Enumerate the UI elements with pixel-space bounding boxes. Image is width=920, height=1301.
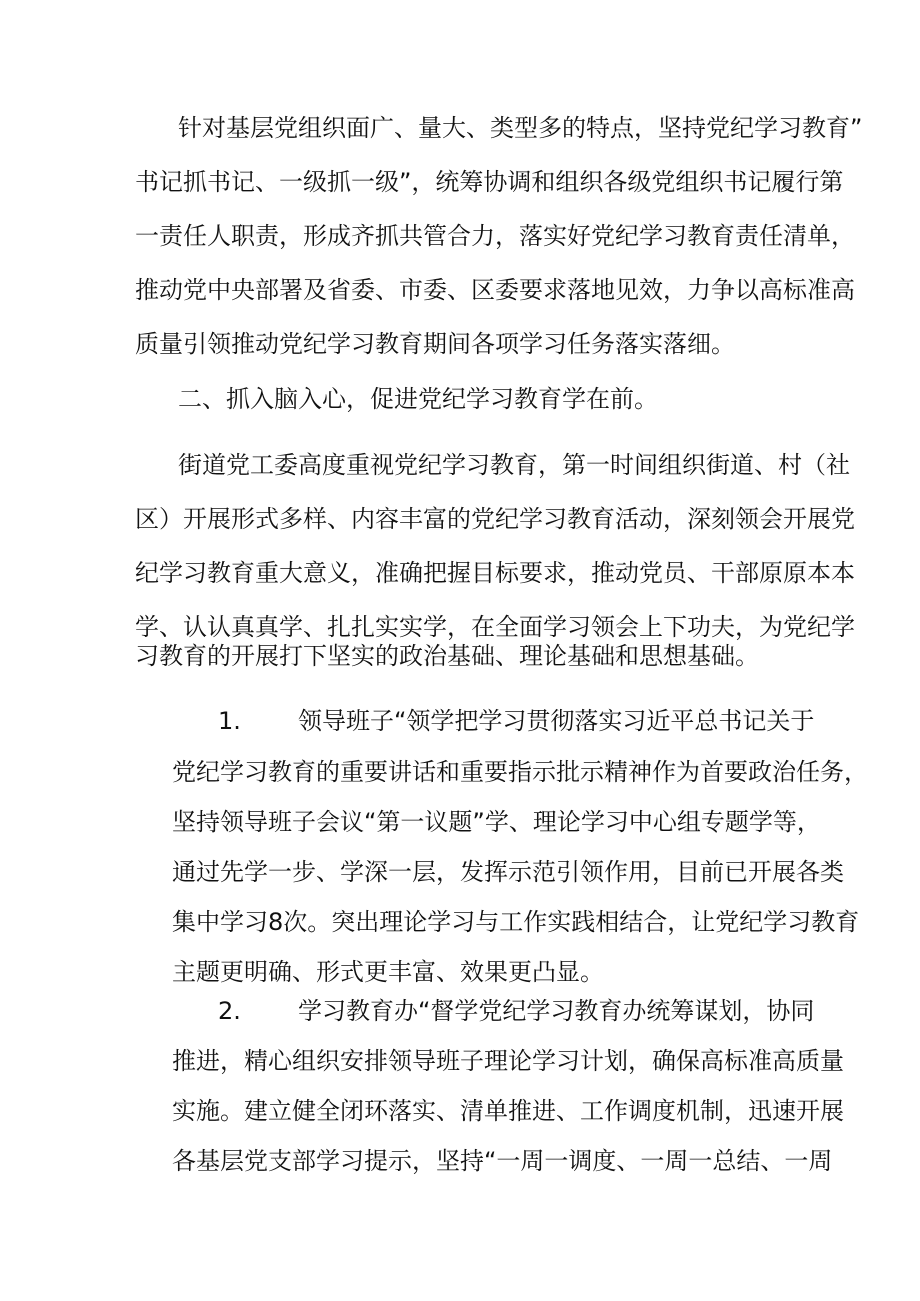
list-item-2-line: 学习教育办“督学党纪学习教育办统筹谋划，协同 — [298, 997, 815, 1025]
list-item-2-line: 推进，精心组织安排领导班子理论学习计划，确保高标准高质量 — [172, 1047, 844, 1075]
paragraph-2-line: 学、认认真真学、扎扎实实学，在全面学习领会上下功夫，为党纪学 — [135, 613, 855, 641]
paragraph-2-line: 纪学习教育重大意义，准确把握目标要求，推动党员、干部原原本本 — [135, 559, 855, 587]
list-item-1-line: 领导班子“领学把学习贯彻落实习近平总书记关于 — [298, 707, 815, 735]
list-item-1-line: 党纪学习教育的重要讲话和重要指示批示精神作为首要政治任务， — [172, 758, 868, 786]
section-heading: 二、抓入脑入心，促进党纪学习教育学在前。 — [178, 385, 658, 413]
list-item-1-line: 主题更明确、形式更丰富、效果更凸显。 — [172, 958, 604, 986]
paragraph-2-line: 区）开展形式多样、内容丰富的党纪学习教育活动，深刻领会开展党 — [135, 505, 855, 533]
paragraph-2-line: 街道党工委高度重视党纪学习教育，第一时间组织街道、村（社 — [178, 451, 850, 479]
list-item-1-line: 通过先学一步、学深一层，发挥示范引领作用，目前已开展各类 — [172, 858, 844, 886]
list-item-number: 2. — [218, 997, 241, 1025]
list-item-2-line: 实施。建立健全闭环落实、清单推进、工作调度机制，迅速开展 — [172, 1097, 844, 1125]
paragraph-1-line: 一责任人职责，形成齐抓共管合力，落实好党纪学习教育责任清单， — [135, 222, 855, 250]
list-item-2-line: 各基层党支部学习提示，坚持“一周一调度、一周一总结、一周 — [172, 1147, 833, 1175]
paragraph-1-line: 质量引领推动党纪学习教育期间各项学习任务落实落细。 — [135, 330, 735, 358]
list-item-1-line: 坚持领导班子会议“第一议题”学、理论学习中心组专题学等， — [172, 808, 821, 836]
paragraph-1-line: 书记抓书记、一级抓一级”，统筹协调和组织各级党组织书记履行第 — [135, 168, 844, 196]
list-item-number: 1. — [218, 707, 241, 735]
list-item-1-line: 集中学习8次。突出理论学习与工作实践相结合，让党纪学习教育 — [172, 908, 860, 936]
paragraph-2-line: 习教育的开展打下坚实的政治基础、理论基础和思想基础。 — [135, 642, 759, 670]
paragraph-1-line: 针对基层党组织面广、量大、类型多的特点，坚持党纪学习教育” — [178, 114, 863, 142]
paragraph-1-line: 推动党中央部署及省委、市委、区委要求落地见效，力争以高标准高 — [135, 276, 855, 304]
